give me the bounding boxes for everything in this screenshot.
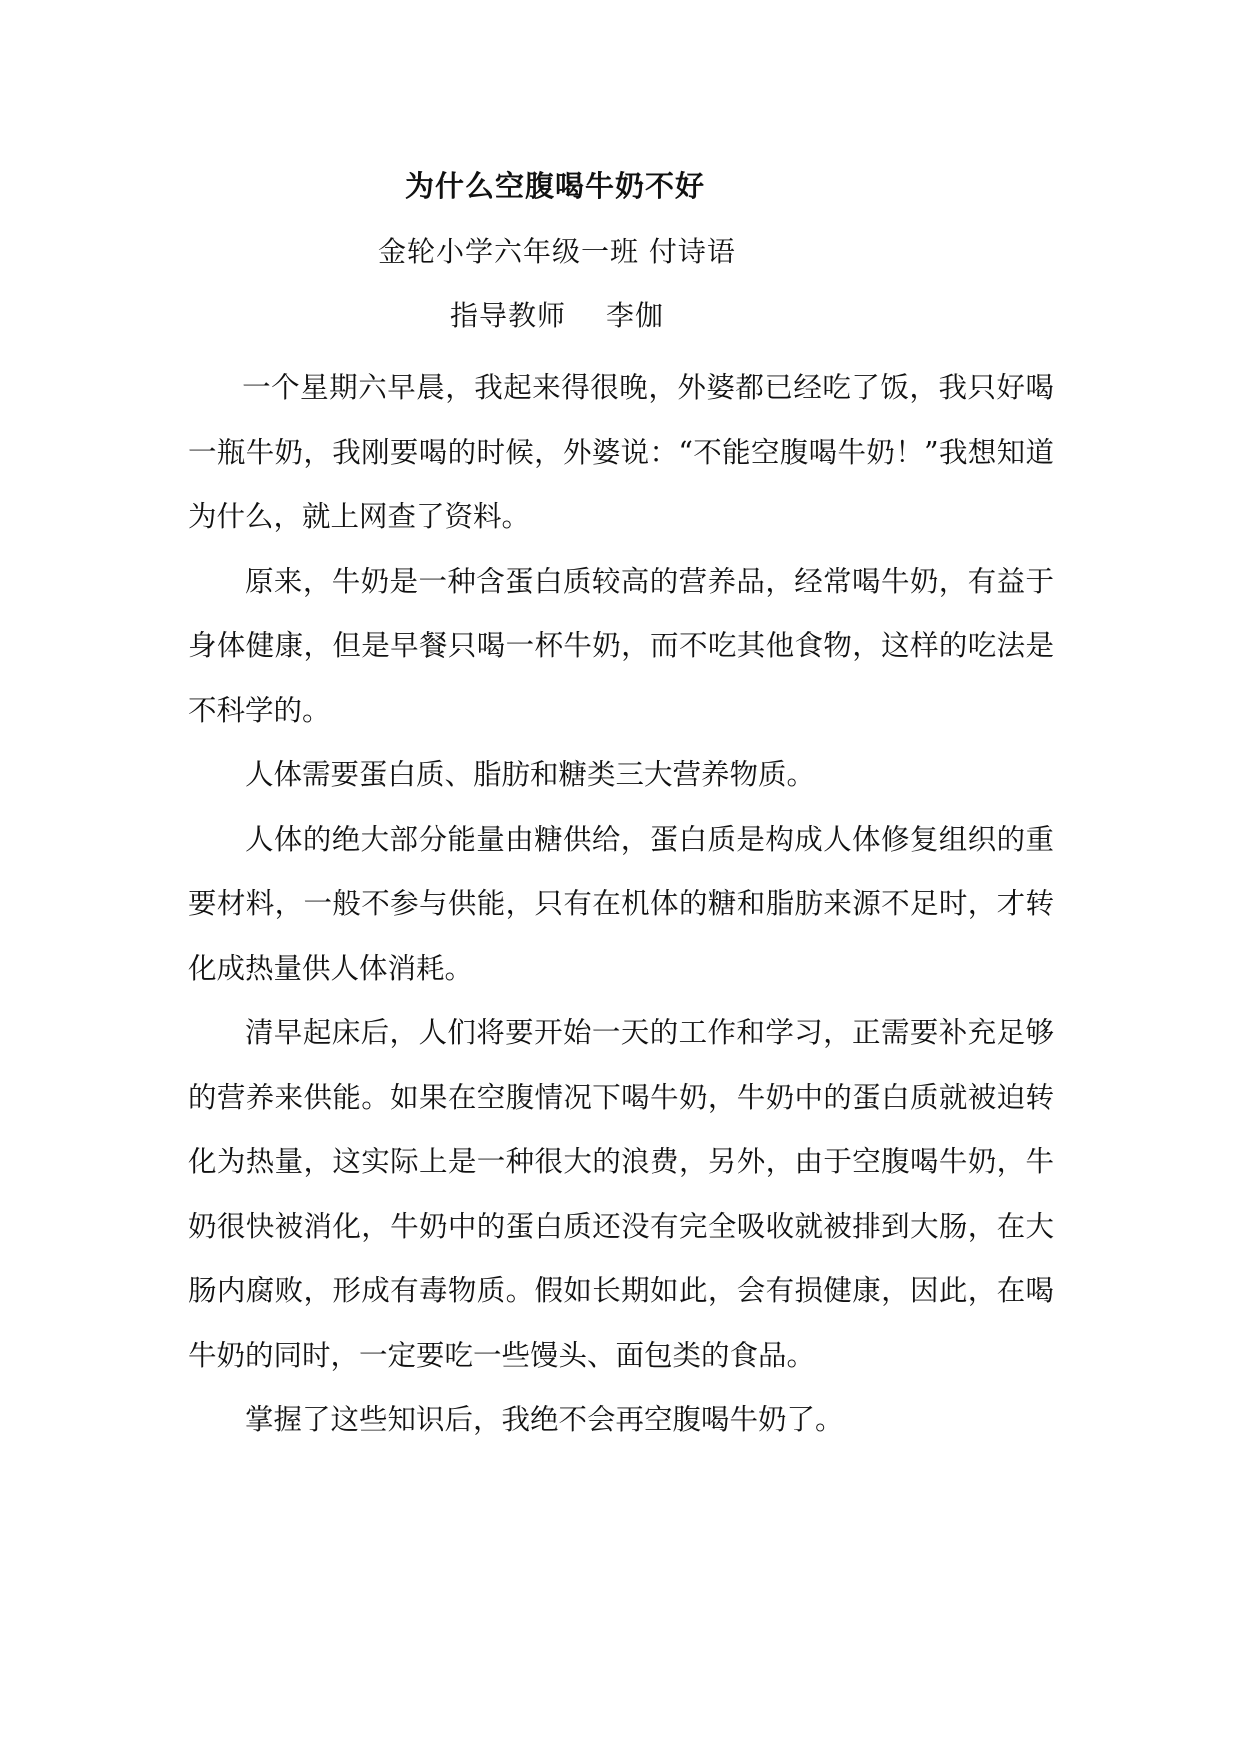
- teacher-name: 李伽: [606, 299, 665, 332]
- teacher-label: 指导教师: [450, 299, 567, 332]
- teacher-line: [450, 294, 664, 334]
- paragraph-3: 人体需要蛋白质、脂肪和糖类三大营养物质。: [245, 758, 816, 791]
- essay-body: [188, 356, 1054, 1453]
- paragraph-1: 一个星期六早晨，我起来得很晚，外婆都已经吃了饭，我只好喝一瓶牛奶，我刚要喝的时候，外婆说：“不能空腹喝牛奶！”我想知道为什么，就上网查了资料。: [188, 371, 1054, 533]
- paragraph-4: 人体的绝大部分能量由糖供给，蛋白质是构成人体修复组织的重要材料，一般不参与供能，只有在机体的糖和脂肪来源不足时，才转化成热量供人体消耗。: [188, 822, 1054, 985]
- paragraph-6: 掌握了这些知识后，我绝不会再空腹喝牛奶了。: [245, 1403, 844, 1436]
- essay-title: 为什么空腹喝牛奶不好: [405, 169, 706, 203]
- paragraph-5: 清早起床后，人们将要开始一天的工作和学习，正需要补充足够的营养来供能。如果在空腹情况下喝牛奶，牛奶中的蛋白质就被迫转化为热量，这实际上是一种很大的浪费，另外，由于空腹喝牛奶，牛奶很快被消化，牛奶中的蛋白质还没有完全吸收就被排到大肠，在大肠内腐败，形成有毒物质。假如长期如此，会有损健康，因此，在喝牛奶的同时，一定要吃一些馒头、面包类的食品。: [188, 1016, 1054, 1372]
- author-line: 金轮小学六年级一班 付诗语: [378, 235, 736, 268]
- paragraph-2: 原来，牛奶是一种含蛋白质较高的营养品，经常喝牛奶，有益于身体健康，但是早餐只喝一杯牛奶，而不吃其他食物，这样的吃法是不科学的。: [188, 564, 1054, 727]
